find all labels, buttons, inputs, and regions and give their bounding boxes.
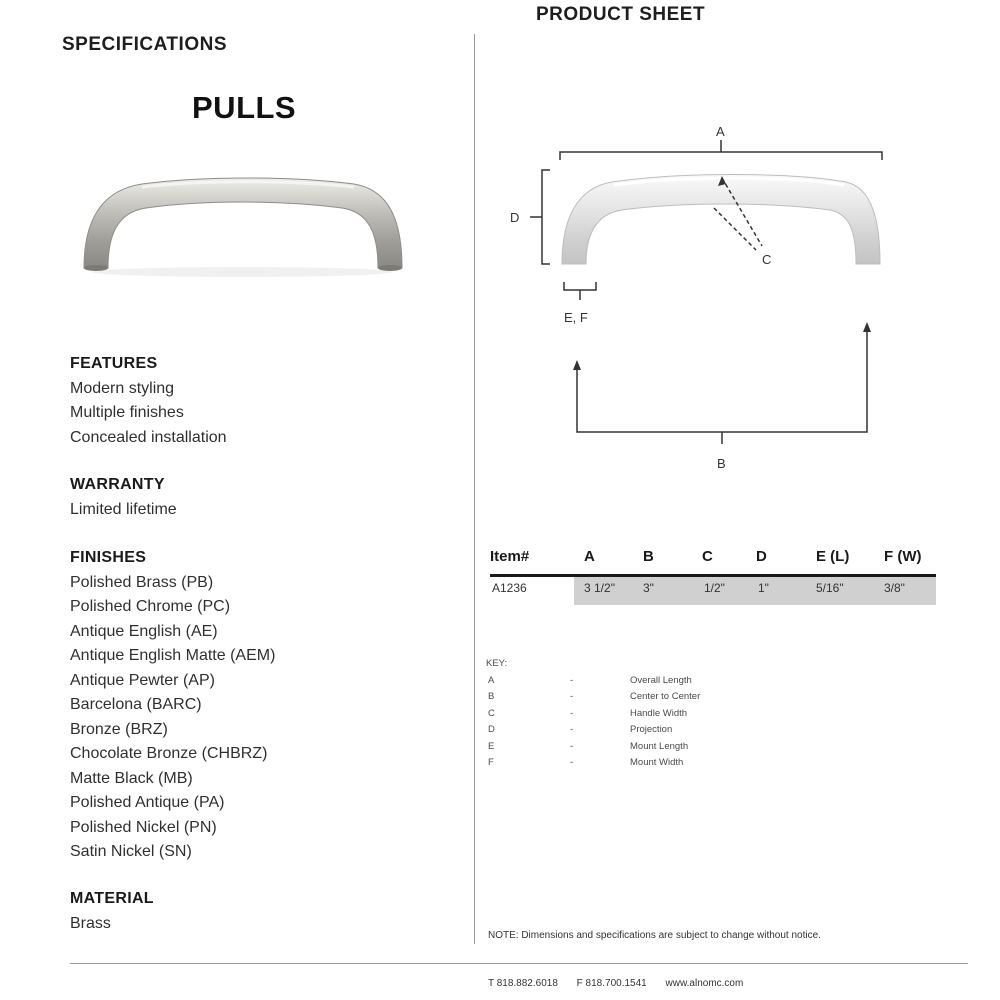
- table-header: C: [702, 548, 713, 565]
- finish-item: Polished Chrome (PC): [70, 598, 231, 615]
- dimension-a-bracket: [560, 152, 882, 160]
- key-description: Center to Center: [630, 691, 701, 702]
- finishes-heading: FINISHES: [70, 549, 147, 566]
- table-cell: 3/8": [884, 581, 905, 595]
- table-cell: A1236: [492, 581, 527, 595]
- key-letter: C: [488, 707, 495, 719]
- finish-item: Chocolate Bronze (CHBRZ): [70, 745, 268, 762]
- table-header: Item#: [490, 548, 530, 565]
- key-row: [486, 706, 746, 723]
- finish-item: Antique Pewter (AP): [70, 671, 215, 689]
- key-dash: -: [570, 691, 574, 702]
- material-item: Brass: [70, 914, 111, 932]
- key-description: Mount Length: [630, 740, 689, 752]
- table-row: [490, 574, 936, 600]
- label-ef: E, F: [564, 310, 588, 325]
- finish-item: Polished Antique (PA): [70, 794, 225, 811]
- specifications-heading: SPECIFICATIONS: [62, 34, 227, 55]
- label-c: C: [762, 252, 772, 267]
- finish-item: Bronze (BRZ): [70, 720, 168, 738]
- product-type-title: PULLS: [192, 90, 297, 125]
- contact-footer: [488, 978, 759, 989]
- footer-divider: [70, 963, 968, 964]
- product-photo: [72, 160, 412, 280]
- table-header-row: [490, 548, 936, 574]
- key-dash: -: [570, 707, 574, 719]
- phone-number: T 818.882.6018: [488, 978, 558, 989]
- key-description: Mount Width: [630, 757, 684, 768]
- table-cell: 5/16": [816, 581, 844, 595]
- key-description: Handle Width: [630, 707, 688, 719]
- features-section: [70, 352, 227, 450]
- table-cell: 1/2": [704, 581, 725, 595]
- table-header: B: [643, 548, 654, 565]
- key-description: Projection: [630, 724, 673, 735]
- table-header: A: [584, 548, 595, 565]
- vertical-divider: [474, 34, 475, 944]
- key-dash: -: [570, 740, 574, 752]
- finish-item: Satin Nickel (SN): [70, 843, 192, 860]
- product-sheet-heading: PRODUCT SHEET: [536, 4, 706, 25]
- finish-item: Barcelona (BARC): [70, 696, 202, 713]
- key-row: [486, 722, 746, 739]
- disclaimer-note: NOTE: Dimensions and specifications are subject to change without notice.: [488, 930, 821, 941]
- key-letter: F: [488, 757, 494, 768]
- key-letter: A: [488, 674, 495, 686]
- feature-item: Multiple finishes: [70, 404, 184, 421]
- warranty-item: Limited lifetime: [70, 500, 177, 518]
- website-link[interactable]: www.alnomc.com: [665, 978, 744, 989]
- material-section: [70, 887, 154, 936]
- dimension-b-bracket: [577, 328, 867, 432]
- finishes-section: [70, 546, 275, 865]
- key-dash: -: [570, 724, 574, 735]
- feature-item: Concealed installation: [70, 428, 227, 446]
- label-b: B: [717, 456, 726, 471]
- features-heading: FEATURES: [70, 355, 158, 372]
- key-label: KEY:: [486, 658, 508, 669]
- key-row: [486, 689, 746, 706]
- finish-item: Antique English Matte (AEM): [70, 647, 276, 664]
- key-row: [486, 739, 746, 756]
- finish-item: Polished Nickel (PN): [70, 818, 217, 836]
- key-row: [486, 673, 746, 690]
- warranty-section: [70, 473, 177, 522]
- label-d: D: [510, 210, 520, 225]
- key-letter: B: [488, 691, 495, 702]
- spec-table: [490, 548, 936, 600]
- key-row: [486, 755, 746, 772]
- material-heading: MATERIAL: [70, 890, 154, 907]
- dimension-ef-bracket: [564, 282, 596, 290]
- feature-item: Modern styling: [70, 379, 175, 397]
- key-description: Overall Length: [630, 674, 692, 686]
- dimension-key: [486, 656, 746, 772]
- fax-number: F 818.700.1541: [576, 978, 647, 989]
- finish-item: Polished Brass (PB): [70, 573, 214, 591]
- label-a: A: [716, 124, 725, 139]
- key-letter: E: [488, 740, 495, 752]
- table-cell: 3": [643, 581, 654, 595]
- key-dash: -: [570, 757, 574, 768]
- table-header: E (L): [816, 548, 850, 565]
- finish-item: Matte Black (MB): [70, 769, 193, 787]
- table-cell: 1": [758, 581, 769, 595]
- table-header: F (W): [884, 548, 922, 565]
- table-header: D: [756, 548, 767, 565]
- table-cell: 3 1/2": [584, 581, 615, 595]
- key-letter: D: [488, 724, 495, 735]
- dimension-d-bracket: [542, 170, 550, 264]
- dimension-diagram: [500, 110, 900, 480]
- key-dash: -: [570, 674, 574, 686]
- warranty-heading: WARRANTY: [70, 476, 165, 493]
- finish-item: Antique English (AE): [70, 622, 218, 640]
